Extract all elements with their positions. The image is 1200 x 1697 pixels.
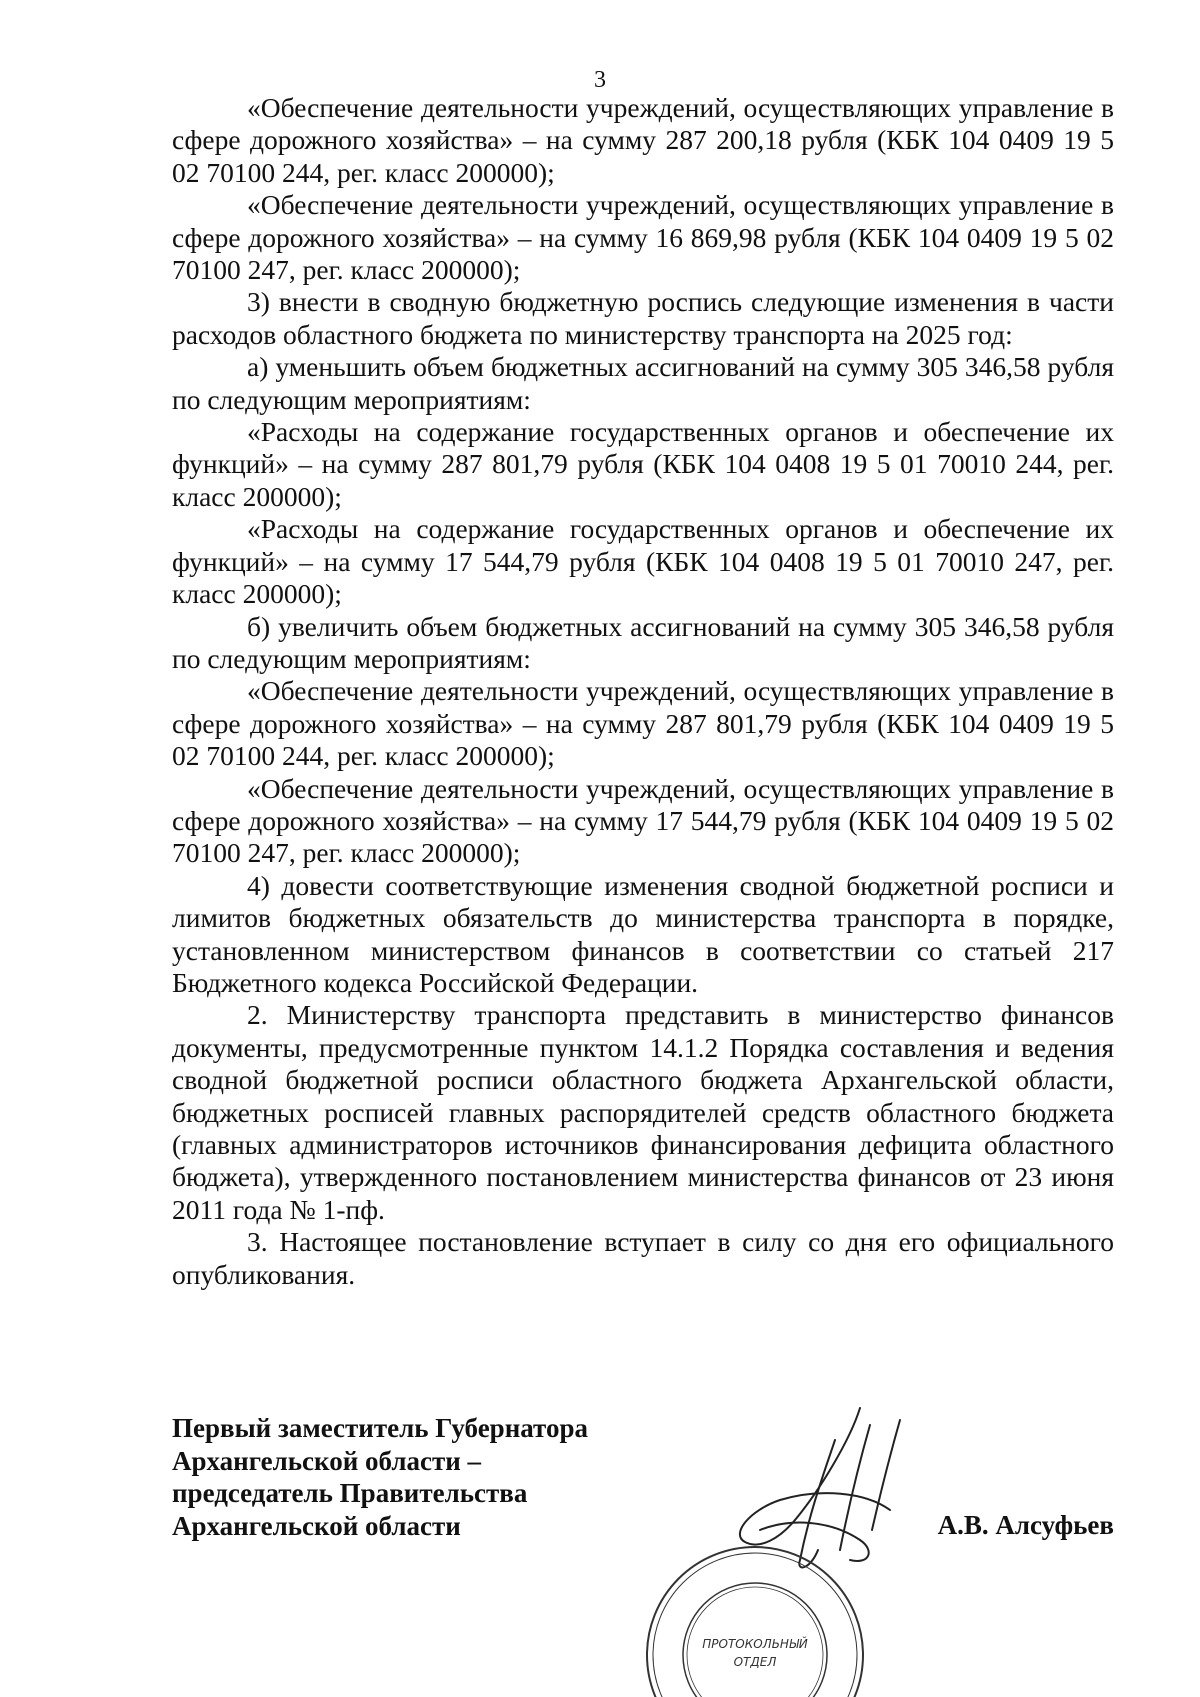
signer-title-line: председатель Правительства [172,1478,528,1508]
paragraph: «Обеспечение деятельности учреждений, осуществляющих управление в сфере дорожного хозяйства» – на сумму 16 869,98 рубля (КБК 104 0409 19 5 02 70100 247, рег. класс 200000); [172,189,1114,286]
paragraph: «Обеспечение деятельности учреждений, осуществляющих управление в сфере дорожного хозяйства» – на сумму 287 200,18 рубля (КБК 104 0409 19 5 02 70100 244, рег. класс 200000); [172,92,1114,188]
signer-title-line: Архангельской области – [172,1445,482,1476]
official-stamp [640,1540,870,1697]
stamp-center-line: ОТДЕЛ [733,1655,777,1669]
paragraph: 3) внести в сводную бюджетную роспись следующие изменения в части расходов областного бюджета по министерству транспорта на 2025 год: [172,286,1114,350]
page-number: 3 [594,67,606,93]
paragraph: б) увеличить объем бюджетных ассигнований на сумму 305 346,58 рубля по следующим мероприятиям: [172,610,1114,674]
paragraph: «Расходы на содержание государственных органов и обеспечение их функций» – на сумму 17 544,79 рубля (КБК 104 0408 19 5 01 70010 247, рег. класс 200000); [172,513,1114,610]
signer-title-line: Архангельской области [172,1510,461,1541]
paragraph: 2. Министерству транспорта представить в министерство финансов документы, предусмотренные пунктом 14.1.2 Порядка составления и ведения сводной бюджетной росписи областного бюджета Архангельской области, бюджетных росписей главных распорядителей средств областного бюджета (главных администраторов источников финансирования дефицита областного бюджета), утвержденного постановлением министерства финансов от 23 июня 2011 года № 1-пф. [172,999,1114,1225]
signer-title-line: Первый заместитель Губернатора [172,1413,588,1443]
paragraph: «Расходы на содержание государственных органов и обеспечение их функций» – на сумму 287 801,79 рубля (КБК 104 0408 19 5 01 70010 244, рег. класс 200000); [172,416,1114,512]
paragraph: 3. Настоящее постановление вступает в силу со дня его официального опубликования. [172,1226,1114,1290]
stamp-center-line: ПРОТОКОЛЬНЫЙ [702,1637,808,1651]
paragraph: «Обеспечение деятельности учреждений, осуществляющих управление в сфере дорожного хозяйства» – на сумму 287 801,79 рубля (КБК 104 0409 19 5 02 70100 244, рег. класс 200000); [172,675,1114,772]
paragraph: а) уменьшить объем бюджетных ассигнований на сумму 305 346,58 рубля по следующим мероприятиям: [172,351,1114,415]
paragraph: «Обеспечение деятельности учреждений, осуществляющих управление в сфере дорожного хозяйства» – на сумму 17 544,79 рубля (КБК 104 0409 19 5 02 70100 247, рег. класс 200000); [172,772,1114,869]
signer-name: А.В. Алсуфьев [937,1510,1114,1540]
paragraph: 4) довести соответствующие изменения сводной бюджетной росписи и лимитов бюджетных обязательств до министерства транспорта в порядке, установленном министерством финансов в соответствии со статьей 217 Бюджетного кодекса Российской Федерации. [172,869,1114,998]
signer-title [172,1412,692,1542]
document-body [172,92,1114,1291]
